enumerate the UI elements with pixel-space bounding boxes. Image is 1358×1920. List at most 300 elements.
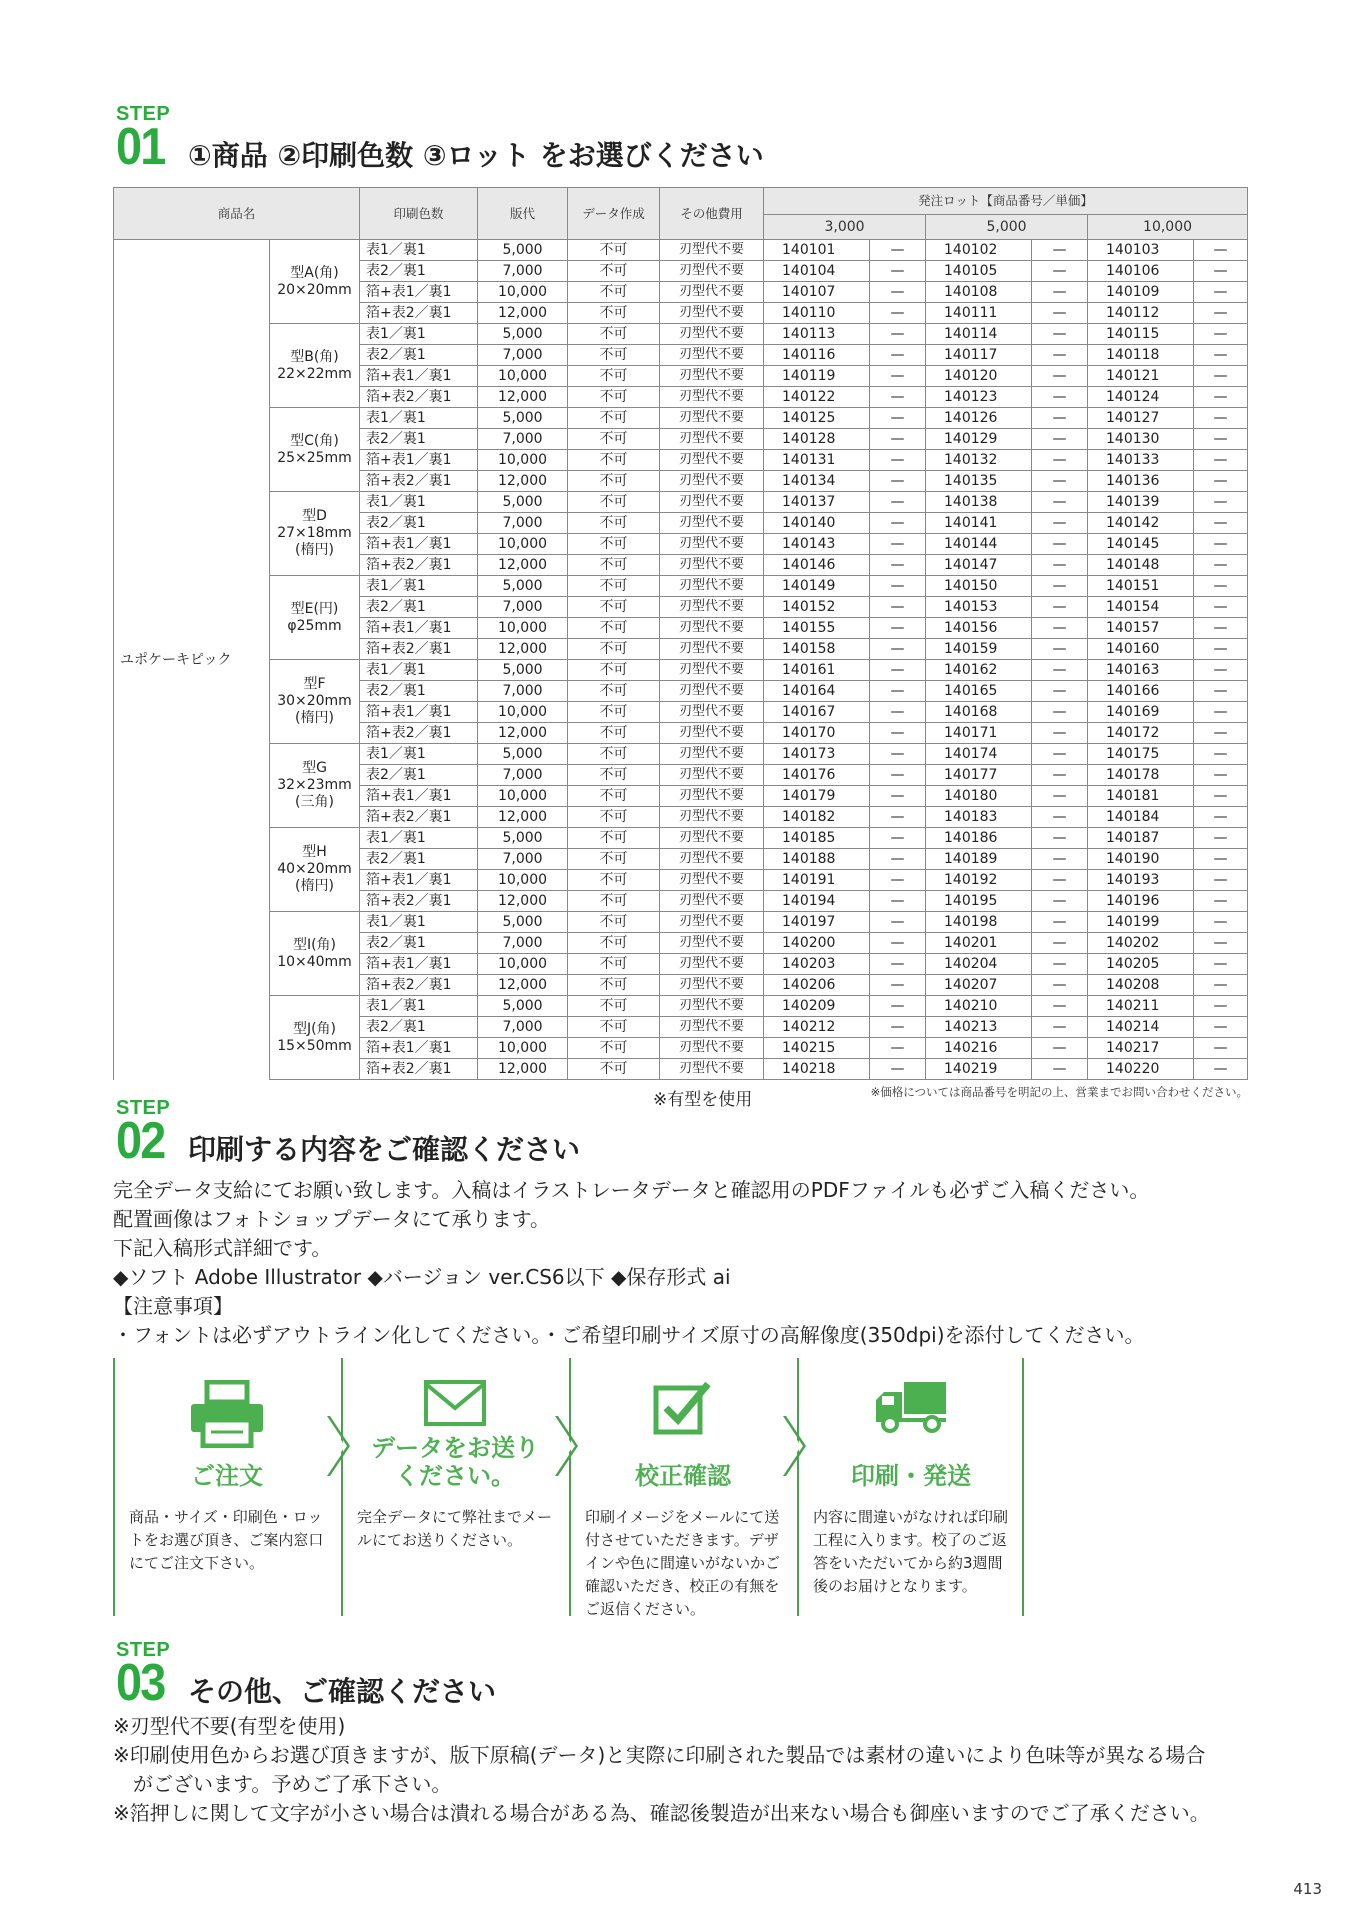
data-cell: 不可 [568,639,660,660]
colors-cell: 表2／裏1 [360,261,478,282]
product-number-cell: 140154 [1088,597,1194,618]
colors-cell: 表2／裏1 [360,849,478,870]
product-number-cell: 140113 [764,324,870,345]
product-number-cell: 140110 [764,303,870,324]
product-number-cell: 140207 [926,975,1032,996]
data-cell: 不可 [568,261,660,282]
product-number-cell: 140102 [926,240,1032,261]
other-fee-cell: 刃型代不要 [660,870,764,891]
other-fee-cell: 刃型代不要 [660,1038,764,1059]
product-number-cell: 140205 [1088,954,1194,975]
process-divider [1022,1358,1024,1616]
plate-cell: 7,000 [478,345,568,366]
product-number-cell: 140160 [1088,639,1194,660]
process-title: ご注文 [191,1462,263,1490]
unit-price-cell: — [1194,387,1248,408]
shape-cell [270,324,360,408]
step2-title: 印刷する内容をご確認ください [188,1133,581,1166]
colors-cell: 表1／裏1 [360,912,478,933]
unit-price-cell: — [1194,366,1248,387]
step2-body [113,1176,1149,1350]
colors-cell: 表1／裏1 [360,240,478,261]
plate-cell: 12,000 [478,807,568,828]
unit-price-cell: — [1032,1059,1088,1080]
other-fee-cell: 刃型代不要 [660,681,764,702]
unit-price-cell: — [1032,492,1088,513]
plate-cell: 5,000 [478,744,568,765]
unit-price-cell: — [1032,975,1088,996]
unit-price-cell: — [1032,996,1088,1017]
plate-cell: 12,000 [478,639,568,660]
header-product-name: 商品名 [114,188,360,240]
unit-price-cell: — [1032,429,1088,450]
colors-cell: 箔+表1／裏1 [360,618,478,639]
process-step-order [113,1358,341,1616]
other-fee-cell: 刃型代不要 [660,492,764,513]
step3-line: ※箔押しに関して文字が小さい場合は潰れる場合がある為、確認後製造が出来ない場合も御座いますのでご了承ください。 [113,1801,1210,1825]
unit-price-cell: — [1032,450,1088,471]
product-number-cell: 140188 [764,849,870,870]
note-price-inquiry: ※価格については商品番号を明記の上、営業までお問い合わせください。 [870,1085,1248,1099]
unit-price-cell: — [870,408,926,429]
product-number-cell: 140129 [926,429,1032,450]
table-row [114,576,1248,597]
note-existing-die: ※有型を使用 [653,1090,753,1110]
product-number-cell: 140144 [926,534,1032,555]
plate-cell: 7,000 [478,261,568,282]
unit-price-cell: — [1032,282,1088,303]
product-number-cell: 140139 [1088,492,1194,513]
shape-line: 型D [302,508,327,524]
product-number-cell: 140166 [1088,681,1194,702]
product-number-cell: 140107 [764,282,870,303]
product-number-cell: 140167 [764,702,870,723]
product-number-cell: 140136 [1088,471,1194,492]
data-cell: 不可 [568,996,660,1017]
product-number-cell: 140178 [1088,765,1194,786]
unit-price-cell: — [870,387,926,408]
unit-price-cell: — [1194,996,1248,1017]
product-number-cell: 140204 [926,954,1032,975]
unit-price-cell: — [1194,933,1248,954]
unit-price-cell: — [870,366,926,387]
unit-price-cell: — [1194,912,1248,933]
plate-cell: 5,000 [478,996,568,1017]
plate-cell: 12,000 [478,471,568,492]
unit-price-cell: — [870,534,926,555]
other-fee-cell: 刃型代不要 [660,261,764,282]
data-cell: 不可 [568,555,660,576]
product-number-cell: 140115 [1088,324,1194,345]
unit-price-cell: — [1194,429,1248,450]
process-step-send-data [341,1358,569,1616]
data-cell: 不可 [568,450,660,471]
product-number-cell: 140156 [926,618,1032,639]
product-number-cell: 140118 [1088,345,1194,366]
unit-price-cell: — [870,450,926,471]
step2-line: 【注意事項】 [113,1294,233,1318]
shape-line: 型J(角) [292,1020,337,1037]
colors-cell: 表2／裏1 [360,765,478,786]
product-number-cell: 140176 [764,765,870,786]
unit-price-cell: — [1194,303,1248,324]
data-cell: 不可 [568,1038,660,1059]
product-number-cell: 140158 [764,639,870,660]
product-number-cell: 140122 [764,387,870,408]
shape-line: φ25mm [287,617,342,634]
plate-cell: 10,000 [478,786,568,807]
unit-price-cell: — [1194,597,1248,618]
colors-cell: 表1／裏1 [360,324,478,345]
plate-cell: 5,000 [478,660,568,681]
other-fee-cell: 刃型代不要 [660,912,764,933]
unit-price-cell: — [1032,261,1088,282]
product-number-cell: 140192 [926,870,1032,891]
process-desc: 印刷イメージをメールにて送付させていただきます。デザインや色に間違いがないかご確認いただき、校正の有無をご返信ください。 [585,1508,781,1618]
colors-cell: 箔+表2／裏1 [360,891,478,912]
colors-cell: 箔+表2／裏1 [360,1059,478,1080]
product-number-cell: 140108 [926,282,1032,303]
data-cell: 不可 [568,387,660,408]
plate-cell: 10,000 [478,618,568,639]
product-number-cell: 140109 [1088,282,1194,303]
colors-cell: 箔+表2／裏1 [360,555,478,576]
step3-badge: STEP 03 [116,1639,171,1712]
step3-line: ※刃型代不要(有型を使用) [113,1714,346,1738]
product-number-cell: 140197 [764,912,870,933]
plate-cell: 7,000 [478,933,568,954]
unit-price-cell: — [1032,870,1088,891]
step2-line: 下記入稿形式詳細です。 [113,1236,332,1260]
unit-price-cell: — [1194,975,1248,996]
colors-cell: 表1／裏1 [360,660,478,681]
product-number-cell: 140148 [1088,555,1194,576]
product-number-cell: 140127 [1088,408,1194,429]
printer-icon [189,1380,265,1448]
unit-price-cell: — [870,975,926,996]
table-row [114,492,1248,513]
unit-price-cell: — [1032,702,1088,723]
colors-cell: 箔+表1／裏1 [360,954,478,975]
product-number-cell: 140219 [926,1059,1032,1080]
product-number-cell: 140152 [764,597,870,618]
product-number-cell: 140142 [1088,513,1194,534]
unit-price-cell: — [1194,555,1248,576]
data-cell: 不可 [568,345,660,366]
product-number-cell: 140220 [1088,1059,1194,1080]
other-fee-cell: 刃型代不要 [660,996,764,1017]
plate-cell: 10,000 [478,534,568,555]
plate-cell: 12,000 [478,723,568,744]
plate-cell: 10,000 [478,282,568,303]
table-body [114,240,1248,1080]
other-fee-cell: 刃型代不要 [660,345,764,366]
unit-price-cell: — [1032,1017,1088,1038]
process-step-proof [569,1358,797,1616]
product-number-cell: 140168 [926,702,1032,723]
unit-price-cell: — [1194,534,1248,555]
unit-price-cell: — [870,261,926,282]
shape-line: (楕円) [295,710,334,726]
other-fee-cell: 刃型代不要 [660,807,764,828]
other-fee-cell: 刃型代不要 [660,1059,764,1080]
product-number-cell: 140216 [926,1038,1032,1059]
product-number-cell: 140196 [1088,891,1194,912]
unit-price-cell: — [1194,828,1248,849]
colors-cell: 表2／裏1 [360,513,478,534]
product-number-cell: 140217 [1088,1038,1194,1059]
plate-cell: 7,000 [478,765,568,786]
shape-line: 型A(角) [290,264,339,281]
product-number-cell: 140214 [1088,1017,1194,1038]
plate-cell: 12,000 [478,387,568,408]
step3-title: その他、ご確認ください [188,1675,497,1708]
plate-cell: 10,000 [478,450,568,471]
product-number-cell: 140133 [1088,450,1194,471]
header-lot-5000: 5,000 [926,215,1088,240]
data-cell: 不可 [568,1017,660,1038]
product-number-cell: 140120 [926,366,1032,387]
product-number-cell: 140106 [1088,261,1194,282]
step3-line: ※印刷使用色からお選び頂きますが、版下原稿(データ)と実際に印刷された製品では素材の違いにより色味等が異なる場合 [113,1743,1206,1767]
plate-cell: 5,000 [478,492,568,513]
data-cell: 不可 [568,576,660,597]
other-fee-cell: 刃型代不要 [660,723,764,744]
unit-price-cell: — [1032,366,1088,387]
product-number-cell: 140126 [926,408,1032,429]
plate-cell: 12,000 [478,303,568,324]
product-number-cell: 140183 [926,807,1032,828]
header-lot-title: 発注ロット【商品番号／単価】 [764,188,1248,215]
other-fee-cell: 刃型代不要 [660,765,764,786]
data-cell: 不可 [568,702,660,723]
unit-price-cell: — [1032,954,1088,975]
product-number-cell: 140173 [764,744,870,765]
unit-price-cell: — [1194,618,1248,639]
colors-cell: 表1／裏1 [360,408,478,429]
process-step-print-ship [797,1358,1025,1616]
unit-price-cell: — [870,807,926,828]
product-number-cell: 140130 [1088,429,1194,450]
data-cell: 不可 [568,1059,660,1080]
colors-cell: 箔+表2／裏1 [360,387,478,408]
shape-line: 22×22mm [277,365,352,382]
table-row [114,240,1248,261]
shape-line: 型B(角) [290,348,339,365]
product-number-cell: 140104 [764,261,870,282]
unit-price-cell: — [1032,933,1088,954]
product-number-cell: 140203 [764,954,870,975]
data-cell: 不可 [568,954,660,975]
colors-cell: 箔+表2／裏1 [360,807,478,828]
unit-price-cell: — [1032,912,1088,933]
unit-price-cell: — [870,513,926,534]
unit-price-cell: — [1194,786,1248,807]
truck-icon [874,1380,948,1434]
product-number-cell: 140112 [1088,303,1194,324]
shape-line: 40×20mm [277,861,352,877]
product-number-cell: 140187 [1088,828,1194,849]
unit-price-cell: — [1194,765,1248,786]
colors-cell: 箔+表2／裏1 [360,639,478,660]
other-fee-cell: 刃型代不要 [660,387,764,408]
colors-cell: 箔+表2／裏1 [360,975,478,996]
unit-price-cell: — [870,429,926,450]
product-number-cell: 140163 [1088,660,1194,681]
other-fee-cell: 刃型代不要 [660,576,764,597]
other-fee-cell: 刃型代不要 [660,282,764,303]
unit-price-cell: — [1032,513,1088,534]
header-plate: 版代 [478,188,568,240]
product-number-cell: 140218 [764,1059,870,1080]
unit-price-cell: — [1032,681,1088,702]
unit-price-cell: — [870,471,926,492]
unit-price-cell: — [1032,891,1088,912]
plate-cell: 7,000 [478,681,568,702]
product-number-cell: 140140 [764,513,870,534]
product-number-cell: 140105 [926,261,1032,282]
shape-cell [270,408,360,492]
unit-price-cell: — [870,849,926,870]
shape-line: 型F [303,676,326,692]
colors-cell: 箔+表1／裏1 [360,702,478,723]
colors-cell: 表1／裏1 [360,576,478,597]
unit-price-cell: — [870,786,926,807]
plate-cell: 10,000 [478,366,568,387]
unit-price-cell: — [1032,723,1088,744]
product-number-cell: 140213 [926,1017,1032,1038]
other-fee-cell: 刃型代不要 [660,639,764,660]
unit-price-cell: — [1032,597,1088,618]
product-number-cell: 140170 [764,723,870,744]
unit-price-cell: — [1032,576,1088,597]
plate-cell: 10,000 [478,954,568,975]
plate-cell: 12,000 [478,1059,568,1080]
other-fee-cell: 刃型代不要 [660,618,764,639]
other-fee-cell: 刃型代不要 [660,240,764,261]
plate-cell: 5,000 [478,324,568,345]
unit-price-cell: — [870,681,926,702]
unit-price-cell: — [1032,639,1088,660]
unit-price-cell: — [870,1059,926,1080]
product-number-cell: 140153 [926,597,1032,618]
shape-cell [270,240,360,324]
unit-price-cell: — [1194,639,1248,660]
product-number-cell: 140125 [764,408,870,429]
plate-cell: 7,000 [478,429,568,450]
unit-price-cell: — [1194,492,1248,513]
step3-body [113,1712,1210,1828]
product-number-cell: 140175 [1088,744,1194,765]
unit-price-cell: — [1032,303,1088,324]
plate-cell: 12,000 [478,555,568,576]
data-cell: 不可 [568,849,660,870]
data-cell: 不可 [568,765,660,786]
product-name-cell: ユポケーキピック [114,240,270,1080]
unit-price-cell: — [1032,240,1088,261]
data-cell: 不可 [568,492,660,513]
data-cell: 不可 [568,828,660,849]
unit-price-cell: — [1032,534,1088,555]
unit-price-cell: — [1194,282,1248,303]
unit-price-cell: — [870,618,926,639]
chevron-right-icon [555,1416,583,1476]
product-number-cell: 140215 [764,1038,870,1059]
unit-price-cell: — [870,765,926,786]
other-fee-cell: 刃型代不要 [660,849,764,870]
data-cell: 不可 [568,912,660,933]
product-number-cell: 140123 [926,387,1032,408]
product-number-cell: 140165 [926,681,1032,702]
product-number-cell: 140209 [764,996,870,1017]
product-number-cell: 140146 [764,555,870,576]
other-fee-cell: 刃型代不要 [660,702,764,723]
unit-price-cell: — [1194,681,1248,702]
plate-cell: 7,000 [478,1017,568,1038]
shape-line: (三角) [295,794,334,810]
colors-cell: 表1／裏1 [360,744,478,765]
product-number-cell: 140111 [926,303,1032,324]
product-number-cell: 140193 [1088,870,1194,891]
product-number-cell: 140124 [1088,387,1194,408]
product-number-cell: 140185 [764,828,870,849]
unit-price-cell: — [1032,618,1088,639]
process-title: データをお送り ください。 [371,1434,539,1490]
shape-cell [270,912,360,996]
data-cell: 不可 [568,534,660,555]
product-number-cell: 140135 [926,471,1032,492]
unit-price-cell: — [1032,849,1088,870]
product-number-cell: 140179 [764,786,870,807]
unit-price-cell: — [1194,513,1248,534]
unit-price-cell: — [870,1017,926,1038]
other-fee-cell: 刃型代不要 [660,975,764,996]
step2-line: 完全データ支給にてお願い致します。入稿はイラストレータデータと確認用のPDFファイルも必ずご入稿ください。 [113,1178,1150,1202]
shape-line: 型G [302,760,327,776]
unit-price-cell: — [870,954,926,975]
product-number-cell: 140190 [1088,849,1194,870]
shape-line: 型H [302,844,327,860]
unit-price-cell: — [1194,240,1248,261]
unit-price-cell: — [870,870,926,891]
unit-price-cell: — [1194,450,1248,471]
other-fee-cell: 刃型代不要 [660,744,764,765]
colors-cell: 箔+表1／裏1 [360,870,478,891]
data-cell: 不可 [568,408,660,429]
colors-cell: 箔+表1／裏1 [360,450,478,471]
process-desc: 内容に間違いがなければ印刷工程に入ります。校了のご返答をいただいてから約3週間後のお届けとなります。 [813,1508,1009,1595]
product-number-cell: 140181 [1088,786,1194,807]
header-lot-10000: 10,000 [1088,215,1248,240]
table-row [114,912,1248,933]
data-cell: 不可 [568,366,660,387]
unit-price-cell: — [1032,408,1088,429]
step2-line: ◆ソフト Adobe Illustrator ◆バージョン ver.CS6以下 ◆保存形式 ai [113,1265,731,1289]
product-number-cell: 140145 [1088,534,1194,555]
chevron-right-icon [783,1416,811,1476]
data-cell: 不可 [568,429,660,450]
header-colors: 印刷色数 [360,188,478,240]
product-number-cell: 140206 [764,975,870,996]
unit-price-cell: — [870,996,926,1017]
step2-badge: STEP 02 [116,1097,171,1170]
colors-cell: 箔+表1／裏1 [360,534,478,555]
shape-line: 10×40mm [277,953,352,970]
data-cell: 不可 [568,324,660,345]
unit-price-cell: — [1032,555,1088,576]
product-number-cell: 140150 [926,576,1032,597]
product-number-cell: 140199 [1088,912,1194,933]
